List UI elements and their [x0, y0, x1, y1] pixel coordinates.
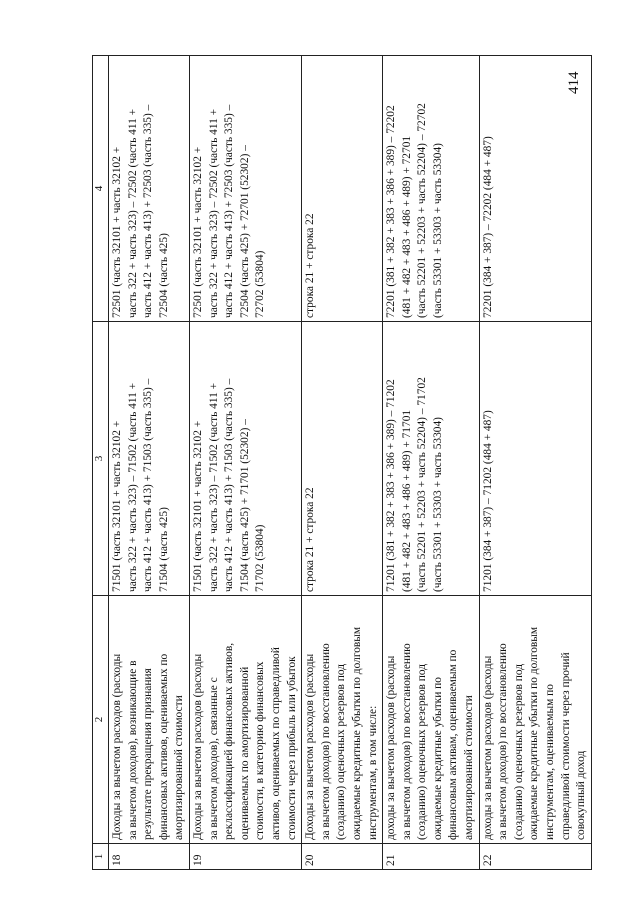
row-number: 22 [479, 844, 591, 870]
column-header: 4 [93, 56, 109, 322]
table-row [479, 56, 591, 870]
row-description: доходы за вычетом расходов (расходы за вычетом доходов) по восстановлению (созданию) оценочных резервов под ожидаемые кредитные убытки по финансовым активам, оцениваемым по амортизированной стоимости [383, 596, 480, 844]
row-description: доходы за вычетом расходов (расходы за вычетом доходов) по восстановлению (созданию) оценочных резервов под ожидаемые кредитные убытки по долговым инструментам, оцениваемым по справедливой стоимости через прочий совокупный доход [479, 596, 591, 844]
column-header: 1 [93, 844, 109, 870]
row-formula-col4: 72201 (384 + 387) – 72202 (484 + 487) [479, 56, 591, 322]
row-description: Доходы за вычетом расходов (расходы за вычетом доходов), возникающие в результате прекращения признания финансовых активов, оцениваемых по амортизированной стоимости [109, 596, 190, 844]
row-number: 20 [302, 844, 383, 870]
row-formula-col3: строка 21 + строка 22 [302, 322, 383, 596]
table-row [383, 56, 480, 870]
row-formula-col3: 71501 (часть 32101 + часть 32102 + часть 322 + часть 323) – 71502 (часть 411 + часть 412 + часть 413) + 71503 (часть 335) – 71504 (часть 425) [109, 322, 190, 596]
row-number: 21 [383, 844, 480, 870]
report-table [92, 55, 592, 870]
header-row [93, 56, 109, 870]
row-formula-col4: 72201 (381 + 382 + 383 + 386 + 389) – 72202 (481 + 482 + 483 + 486 + 489) + 72701 (часть 52201 + 52203 + часть 52204) – 72702 (часть 53301 + 53303 + часть 53304) [383, 56, 480, 322]
row-formula-col3: 71501 (часть 32101 + часть 32102 + часть 322 + часть 323) – 71502 (часть 411 + часть 412 + часть 413) + 71503 (часть 335) – 71504 (часть 425) + 71701 (52302) – 71702 (53804) [189, 322, 301, 596]
row-formula-col4: строка 21 + строка 22 [302, 56, 383, 322]
row-description: Доходы за вычетом расходов (расходы за вычетом доходов), связанные с реклассификацией финансовых активов, оцениваемых по амортизированной стоимости, в категорию финансовых активов, оцениваемых по справедливой стоимости через прибыль или убыток [189, 596, 301, 844]
row-formula-col3: 71201 (384 + 387) – 71202 (484 + 487) [479, 322, 591, 596]
row-description: Доходы за вычетом расходов (расходы за вычетом доходов) по восстановлению (созданию) оценочных резервов под ожидаемые кредитные убытки по долговым инструментам, в том числе: [302, 596, 383, 844]
table-row [109, 56, 190, 870]
column-header: 2 [93, 596, 109, 844]
row-number: 19 [189, 844, 301, 870]
row-number: 18 [109, 844, 190, 870]
page-number: 414 [566, 71, 582, 94]
row-formula-col3: 71201 (381 + 382 + 383 + 386 + 389) – 71202 (481 + 482 + 483 + 486 + 489) + 71701 (часть 52201 + 52203 + часть 52204) – 71702 (часть 53301 + 53303 + часть 53304) [383, 322, 480, 596]
column-header: 3 [93, 322, 109, 596]
table-row [189, 56, 301, 870]
table-row [302, 56, 383, 870]
row-formula-col4: 72501 (часть 32101 + часть 32102 + часть 322 + часть 323) – 72502 (часть 411 + часть 412 + часть 413) + 72503 (часть 335) – 72504 (часть 425) [109, 56, 190, 322]
row-formula-col4: 72501 (часть 32101 + часть 32102 + часть 322 + часть 323) – 72502 (часть 411 + часть 412 + часть 413) + 72503 (часть 335) – 72504 (часть 425) + 72701 (52302) – 72702 (53804) [189, 56, 301, 322]
